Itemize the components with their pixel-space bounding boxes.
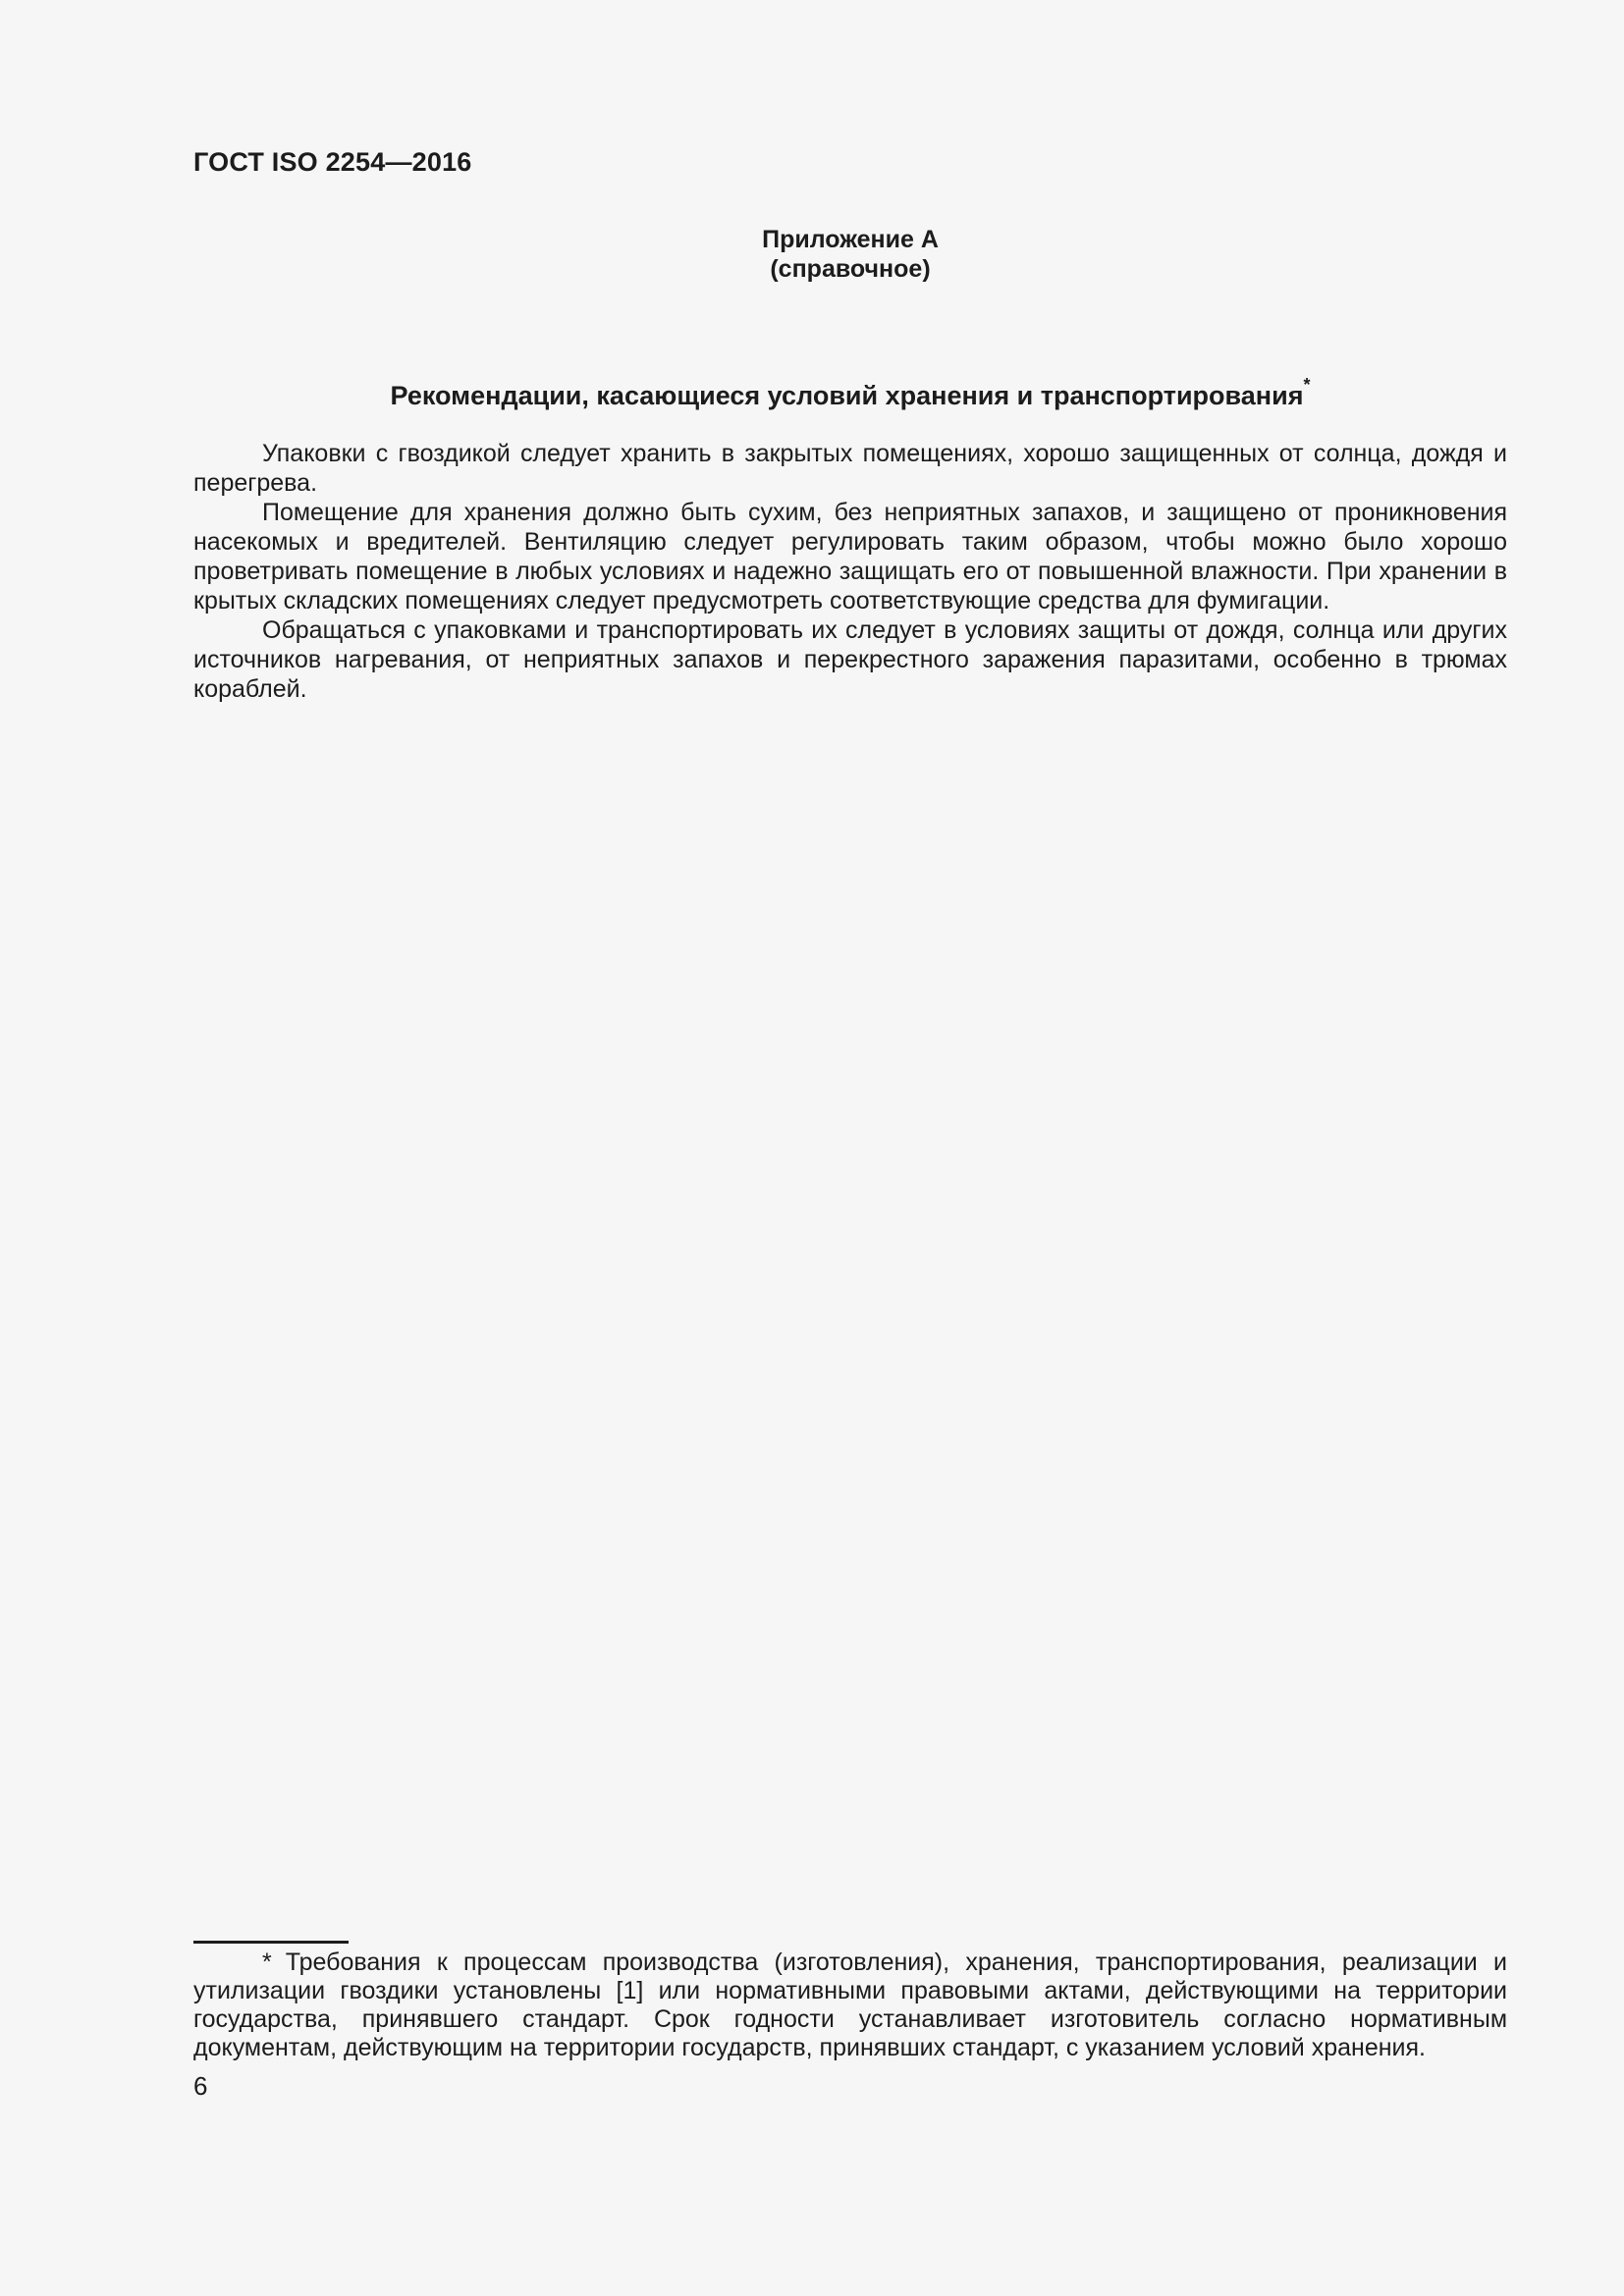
footnote-divider [193, 1941, 349, 1944]
section-title [193, 375, 1507, 411]
footnote [193, 1949, 1507, 2062]
annex-subtitle: (справочное) [770, 255, 931, 283]
annex-heading [193, 225, 1507, 284]
body-text [193, 439, 1507, 704]
annex-title: Приложение А [762, 226, 939, 253]
document-code: ГОСТ ISO 2254—2016 [193, 147, 472, 177]
page-number: 6 [193, 2071, 208, 2101]
footnote-reference: * [1303, 375, 1311, 395]
footnote-paragraph [193, 1949, 1507, 2062]
paragraph: Помещение для хранения должно быть сухим, без неприятных запахов, и защищено от проникновения насекомых и вредителей. Вентиляцию следует регулировать таким образом, чтобы можно было хорошо проветривать помещение в любых условиях и надежно защищать его от повышенной влажности. При хранении в крытых складских помещениях следует предусмотреть соответствующие средства для фумигации. [193, 499, 1507, 614]
paragraph: Упаковки с гвоздикой следует хранить в закрытых помещениях, хорошо защищенных от солнца, дождя и перегрева. [193, 440, 1507, 497]
section-title-text: Рекомендации, касающиеся условий хранения и транспортирования [390, 381, 1304, 410]
paragraph: Обращаться с упаковками и транспортировать их следует в условиях защиты от дождя, солнца или других источников нагревания, от неприятных запахов и перекрестного заражения паразитами, особенно в трюмах кораблей. [193, 616, 1507, 703]
footnote-mark: * [262, 1949, 272, 1976]
footnote-text: Требования к процессам производства (изготовления), хранения, транспортирования, реализации и утилизации гвоздики установлены [1] или нормативными правовыми актами, действующими на территории государства, принявшего стандарт. Срок годности устанавливает изготовитель согласно нормативным документам, действующим на территории государств, принявших стандарт, с указанием условий хранения. [193, 1949, 1507, 2061]
